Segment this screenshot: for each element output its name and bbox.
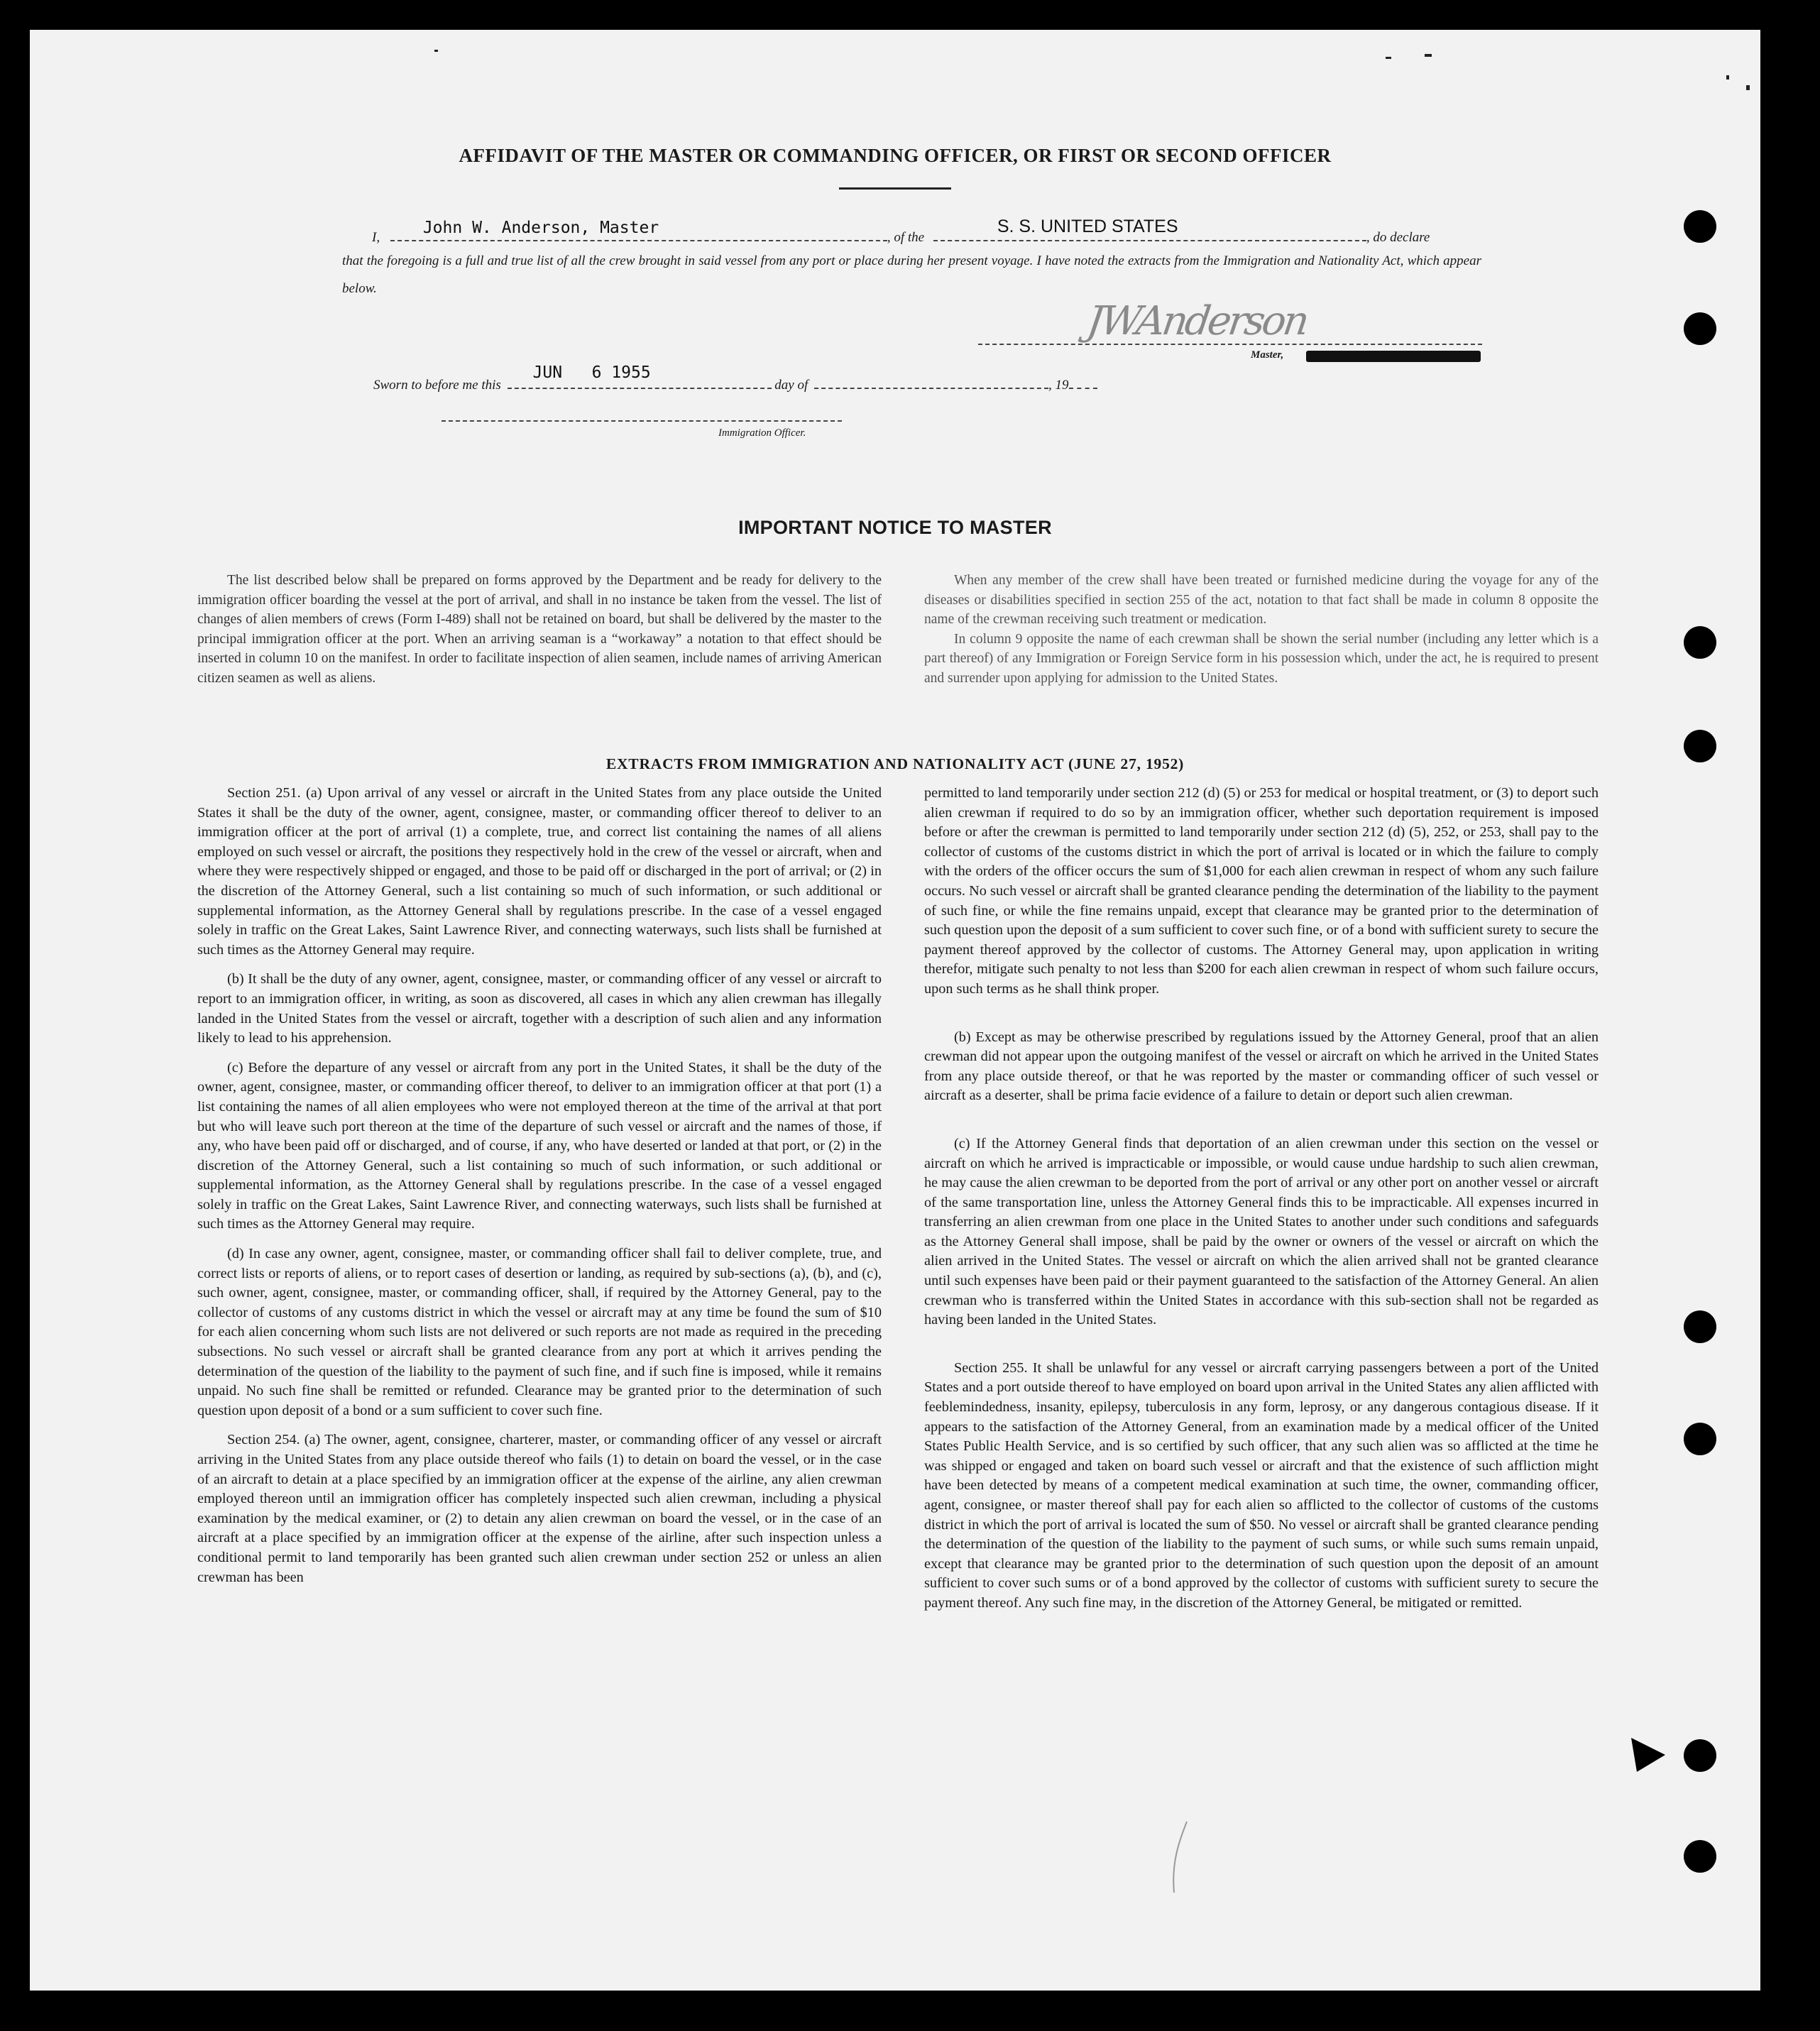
- section-251-b: (b) It shall be the duty of any owner, agent, consignee, master, or commanding officer of any vessel or aircraft to report to an immigration officer, in writing, as soon as discovered, all cases in which any alien crewman has illegally landed in the United States from the vessel or aircraft, together with a description of such alien and any information likely to lead to his apprehension.: [197, 971, 882, 1046]
- vessel-name: S. S. UNITED STATES: [997, 217, 1178, 236]
- declaration-body: that the foregoing is a full and true list of all the crew brought in said vessel from any port or place during her present voyage. I have noted the extracts from the Immigration and Nationality Act, which appear below.: [342, 253, 1481, 296]
- section-251-c: (c) Before the departure of any vessel or aircraft from any port in the United States, it shall be the duty of the owner, agent, consignee, master, or commanding officer thereof, to deliver to an immigration officer at that port (1) a list containing the names of all alien employees who were not employed thereon at the time of the arrival at that port but who will leave such port thereon at the time of the departure of such vessel or aircraft and the names of those, if any, who have been paid off or discharged, and of course, if any, who have deserted or landed at that port, or (2) in the discretion of the Attorney General, such a list containing so much of such information, or such additional or supplemental information, as the Attorney General shall by regulations prescribe. In the case of a vessel engaged solely in traffic on the Great Lakes, Saint Lawrence River, and connecting waterways, such lists shall be furnished at such times as the Attorney General may require.: [197, 1059, 882, 1232]
- scan-speck: [1746, 85, 1750, 90]
- section-254-c: (c) If the Attorney General finds that deportation of an alien crewman under this section on the vessel or aircraft on which he arrived is impracticable or impossible, or would cause undue hardship to such alien crewman, he may cause the alien crewman to be deported from the port of arrival or any other port on another vessel or aircraft of the same transportation line, unless the Attorney General finds this to be impracticable. All expenses incurred in transferring an alien crewman from one place in the United States to another under such conditions and safeguards as the Attorney General shall impose, shall be paid by the owner or owners of the vessel or aircraft on which the alien arrived in the United States. The vessel or aircraft on which the alien arrived shall not be granted clearance until such expenses have been paid or their payment guaranteed to the satisfaction of the Attorney General. An alien crewman who is transferred within the United States in accordance with this sub-section shall not be regarded as having been landed in the United States.: [924, 1135, 1599, 1328]
- affidavit-title: AFFIDAVIT OF THE MASTER OR COMMANDING OFFICER, OR FIRST OR SECOND OFFICER: [459, 145, 1332, 166]
- extracts-title: EXTRACTS FROM IMMIGRATION AND NATIONALITY ACT (JUNE 27, 1952): [605, 755, 1185, 772]
- day-of-label: day of: [774, 378, 808, 393]
- vessel-name-field: [933, 217, 1366, 241]
- master-label: Master,: [1251, 349, 1284, 361]
- scan-speck: [434, 50, 438, 52]
- document-page: [30, 30, 1760, 1991]
- section-254-b: (b) Except as may be otherwise prescribed by regulations issued by the Attorney General, proof that an alien crewman did not appear upon the outgoing manifest of the vessel or aircraft on which he arrived in the United States from any place outside thereof, or that he was reported by the master or commanding officer of such vessel or aircraft as a deserter, shall be prima facie evidence of a failure to detain or deport such alien crewman.: [924, 1029, 1599, 1104]
- month-field: [814, 372, 1048, 389]
- punch-hole: [1684, 312, 1716, 345]
- punch-hole: [1684, 1739, 1716, 1772]
- year-prefix: , 19: [1048, 378, 1069, 393]
- sworn-label: Sworn to before me this: [373, 378, 501, 393]
- notice-right-column: [924, 571, 1599, 689]
- signature-line: [978, 344, 1482, 345]
- sworn-date: JUN 6 1955: [532, 363, 651, 382]
- officer-label: Immigration Officer.: [718, 427, 806, 439]
- punch-hole: [1684, 1310, 1716, 1343]
- title-rule: [839, 187, 951, 190]
- notice-right-text-2: In column 9 opposite the name of each crewman shall be shown the serial number (including any letter which is a part thereof) of any Immigration or Foreign Service form in his possession which, under the act, he is required to present and surrender upon applying for admission to the United States.: [924, 631, 1599, 686]
- punch-hole: [1684, 210, 1716, 243]
- pencil-mark: [1158, 1819, 1201, 1897]
- label-i: I,: [372, 230, 380, 245]
- punch-hole: [1684, 1840, 1716, 1873]
- scan-speck: [1386, 57, 1391, 59]
- notice-left-text: The list described below shall be prepared on forms approved by the Department and be ready for delivery to the immigration officer boarding the vessel at the port of arrival, and shall in no instance be taken from the vessel. The list of changes of alien members of crews (Form I-489) shall not be retained on board, but shall be delivered by the master to the principal immigration officer at the port. When an arriving seaman is a “workaway” a notation to that effect should be inserted in column 10 on the manifest. In order to facilitate inspection of alien seamen, include names of arriving American citizen seamen as well as aliens.: [197, 573, 882, 686]
- punch-hole: [1684, 1423, 1716, 1455]
- sworn-line: [373, 363, 1097, 393]
- label-of-the: , of the: [887, 230, 925, 245]
- punch-hole: [1684, 626, 1716, 659]
- redaction-bar: [1306, 351, 1481, 362]
- arrow-mark-icon: [1627, 1734, 1670, 1776]
- section-251-a: Section 251. (a) Upon arrival of any vessel or aircraft in the United States from any place outside the United States it shall be the duty of the owner, agent, consignee, master, or commanding officer thereof to deliver to an immigration officer at the port of arrival (1) a complete, true, and correct list containing the names of all aliens employed on such vessel or aircraft, the positions they respectively hold in the crew of the vessel or aircraft, when and where they were respectively shipped or engaged, and those to be paid off or discharged in the port of arrival; or (2) in the discretion of the Attorney General, such a list containing so much of such information, or such additional or supplemental information, as the Attorney General shall by regulations prescribe. In the case of a vessel engaged solely in traffic on the Great Lakes, Saint Lawrence River, and connecting waterways, such lists shall be furnished at such times as the Attorney General may require.: [197, 785, 882, 958]
- notice-left-column: [197, 571, 882, 689]
- section-254-a-cont: permitted to land temporarily under section 212 (d) (5) or 253 for medical or hospital treatment, or (3) to deport such alien crewman if required to do so by an immigration officer, whether such deportation requirement is imposed before or after the crewman is permitted to land temporarily under section 212 (d) (5), 252, or 253, shall pay to the collector of customs of the customs district in which the port of arrival is located or in which the failure to comply with the orders of the officer occurs the sum of $1,000 for each alien crewman in respect of whom any such failure occurs. No such vessel or aircraft shall be granted clearance pending the determination of the liability to the payment of such fine, or while the fine remains unpaid, except that clearance may be granted prior to the determination of such question upon the deposit of a sum sufficient to cover such fine, or of a bond with sufficient surety to secure the payment thereof approved by the collector of customs. The Attorney General may, upon application in writing therefor, mitigate such penalty to not less than $200 for each alien crewman in respect of whom such failure occurs, upon such terms as he shall think proper.: [924, 785, 1599, 997]
- scan-speck: [1425, 54, 1432, 57]
- declarant-name: John W. Anderson, Master: [422, 219, 659, 237]
- sworn-date-field: [508, 363, 772, 389]
- extracts-right-column: [924, 784, 1599, 1624]
- declaration-line: [372, 217, 1430, 246]
- label-do-declare: , do declare: [1366, 230, 1430, 245]
- declarant-name-field: [390, 219, 887, 241]
- officer-signature-line: [442, 420, 842, 422]
- section-255: Section 255. It shall be unlawful for any vessel or aircraft carrying passengers between a port of the United States and a port outside thereof to have employed on board upon arrival in the United States any alien afflicted with feeblemindedness, insanity, epilepsy, tuberculosis in any form, leprosy, or any dangerous contagious disease. If it appears to the satisfaction of the Attorney General, from an examination made by a medical officer of the United States Public Health Service, and is so certified by such officer, that any such alien was so afflicted at the time he was shipped or engaged and taken on board such vessel or aircraft and that the existence of such affliction might have been detected by means of a competent medical examination at such time, the owner, commanding officer, agent, consignee, or master thereof shall pay for each alien so afflicted to the collector of customs of the customs district in which the port of arrival is located the sum of $50. No vessel or aircraft shall be granted clearance pending the determination of the question of the liability to the payment of such sums, or while such sums remain unpaid, except that clearance may be granted prior to the determination of such question upon the deposit of an amount sufficient to cover such sums or of a bond approved by the collector of customs with sufficient surety to secure the payment thereof. Any such fine may, in the discretion of the Attorney General, be mitigated or remitted.: [924, 1359, 1599, 1611]
- section-254-a: Section 254. (a) The owner, agent, consignee, charterer, master, or commanding officer of any vessel or aircraft arriving in the United States from any place outside thereof who fails (1) to detain on board the vessel, or in the case of an aircraft to detain at a place specified by an immigration officer at the expense of the airline, any alien crewman employed thereon until an immigration officer has completely inspected such alien crewman, including a physical examination by the medical examiner, or (2) to detain any alien crewman on board the vessel, or in the case of an aircraft at a place specified by an immigration officer at the expense of the airline, after such inspection unless a conditional permit to land temporarily has been granted such alien crewman under section 252 or unless an alien crewman has been: [197, 1432, 882, 1585]
- notice-title: IMPORTANT NOTICE TO MASTER: [738, 517, 1052, 538]
- year-field: [1069, 372, 1097, 389]
- notice-right-text-1: When any member of the crew shall have been treated or furnished medicine during the voyage for any of the diseases or disabilities specified in section 255 of the act, notation to that fact shall be made in column 8 opposite the name of the crewman receiving such treatment or medication.: [924, 573, 1599, 628]
- section-251-d: (d) In case any owner, agent, consignee, master, or commanding officer shall fail to deliver complete, true, and correct lists or reports of aliens, or to report cases of desertion or landing, as required by sub-sections (a), (b), and (c), such owner, agent, consignee, master, or commanding officer, shall, if required by the Attorney General, pay to the collector of customs of any customs district in which the vessel or aircraft may at any time be found the sum of $10 for each alien concerning whom such lists are not delivered or such reports are not made as required in the preceding subsections. No such vessel or aircraft shall be granted clearance from any port at which it arrives pending the determination of the question of the liability to the payment of such fine, and if such fine is imposed, while it remains unpaid. No such fine shall be remitted or refunded. Clearance may be granted prior to the determination of such question upon deposit of a bond or a sum sufficient to cover such fine.: [197, 1246, 882, 1418]
- extracts-left-column: [197, 784, 882, 1597]
- signature: JWAnderson: [1084, 298, 1310, 344]
- scan-speck: [1726, 75, 1729, 80]
